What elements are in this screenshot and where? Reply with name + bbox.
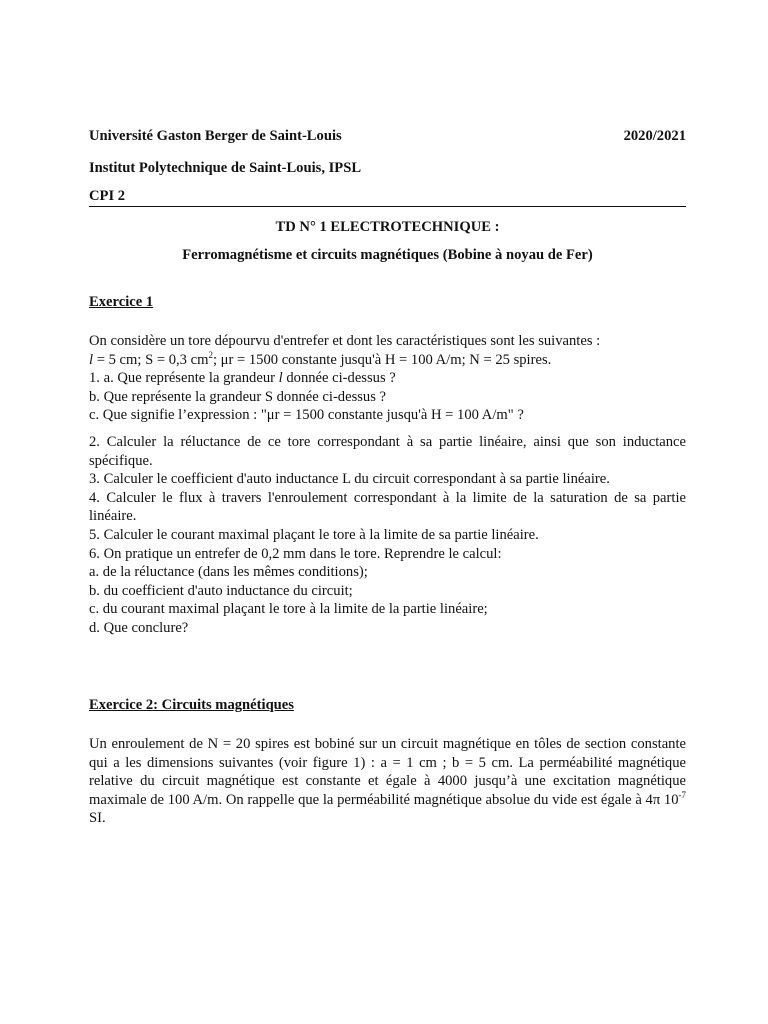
- exercise-1-heading: Exercice 1: [89, 294, 154, 310]
- ex1-q6d: d. Que conclure?: [89, 619, 189, 636]
- exercise-1-body: [89, 332, 686, 638]
- exercise-2-heading: Exercice 2: Circuits magnétiques: [89, 697, 294, 713]
- td-subtitle: Ferromagnétisme et circuits magnétiques (Bobine à noyau de Fer): [182, 247, 593, 263]
- university-name: Université Gaston Berger de Saint-Louis: [89, 128, 342, 144]
- ex1-q6: 6. On pratique un entrefer de 0,2 mm dans le tore. Reprendre le calcul:: [89, 545, 502, 562]
- academic-year: 2020/2021: [623, 128, 686, 144]
- ex1-q5: 5. Calculer le courant maximal plaçant le tore à la limite de sa partie linéaire.: [89, 526, 539, 543]
- ex1-intro: On considère un tore dépourvu d'entrefer et dont les caractéristiques sont les suivantes :: [89, 333, 601, 349]
- ex1-parameters: l = 5 cm; S = 0,3 $cm^2$; μr = 1500 constante jusqu'à H = 100 A/m; N = 25 spires.: [89, 349, 552, 368]
- institute-name: Institut Polytechnique de Saint-Louis, IPSL: [89, 160, 362, 176]
- exercise-2-body: [89, 735, 686, 828]
- ex1-q1b: b. Que représente la grandeur S donnée ci-dessus ?: [89, 388, 387, 405]
- ex1-q4: 4. Calculer le flux à travers l'enroulement correspondant à la limite de la saturation de sa partie linéaire.: [89, 489, 686, 525]
- ex1-q6c: c. du courant maximal plaçant le tore à la limite de la partie linéaire;: [89, 601, 488, 618]
- class-name: CPI 2: [89, 188, 126, 204]
- ex1-q6b: b. du coefficient d'auto inductance du circuit;: [89, 582, 353, 599]
- ex1-q1c: c. Que signifie l’expression : "μr = 1500 constante jusqu'à H = 100 A/m" ?: [89, 407, 524, 424]
- ex1-q2: 2. Calculer la réluctance de ce tore correspondant à sa partie linéaire, ainsi que son inductance spécifique.: [89, 433, 686, 469]
- header-divider: [89, 206, 686, 207]
- ex1-q6a: a. de la réluctance (dans les mêmes conditions);: [89, 564, 368, 581]
- ex2-text: Un enroulement de N = 20 spires est bobiné sur un circuit magnétique en tôles de section constante qui a les dimensions suivantes (voir figure 1) : a = 1 cm ; b = 5 cm. La perméabilité magnétique relative du circuit magnétique est constante et égale à 4000 jusqu’à une excitation magnétique maximale de 100 A/m. On rappelle que la perméabilité magnétique absolue du vide est égale à 4π $10^{-7}$ SI.: [89, 736, 686, 827]
- ex1-q1a: 1. a. Que représente la grandeur l donnée ci-dessus ?: [89, 370, 396, 387]
- td-title: TD N° 1 ELECTROTECHNIQUE :: [275, 219, 500, 235]
- param-l-symbol: l: [89, 351, 94, 368]
- header-row: [89, 127, 686, 146]
- ex1-q3: 3. Calculer le coefficient d'auto inductance L du circuit correspondant à sa partie linéaire.: [89, 471, 610, 488]
